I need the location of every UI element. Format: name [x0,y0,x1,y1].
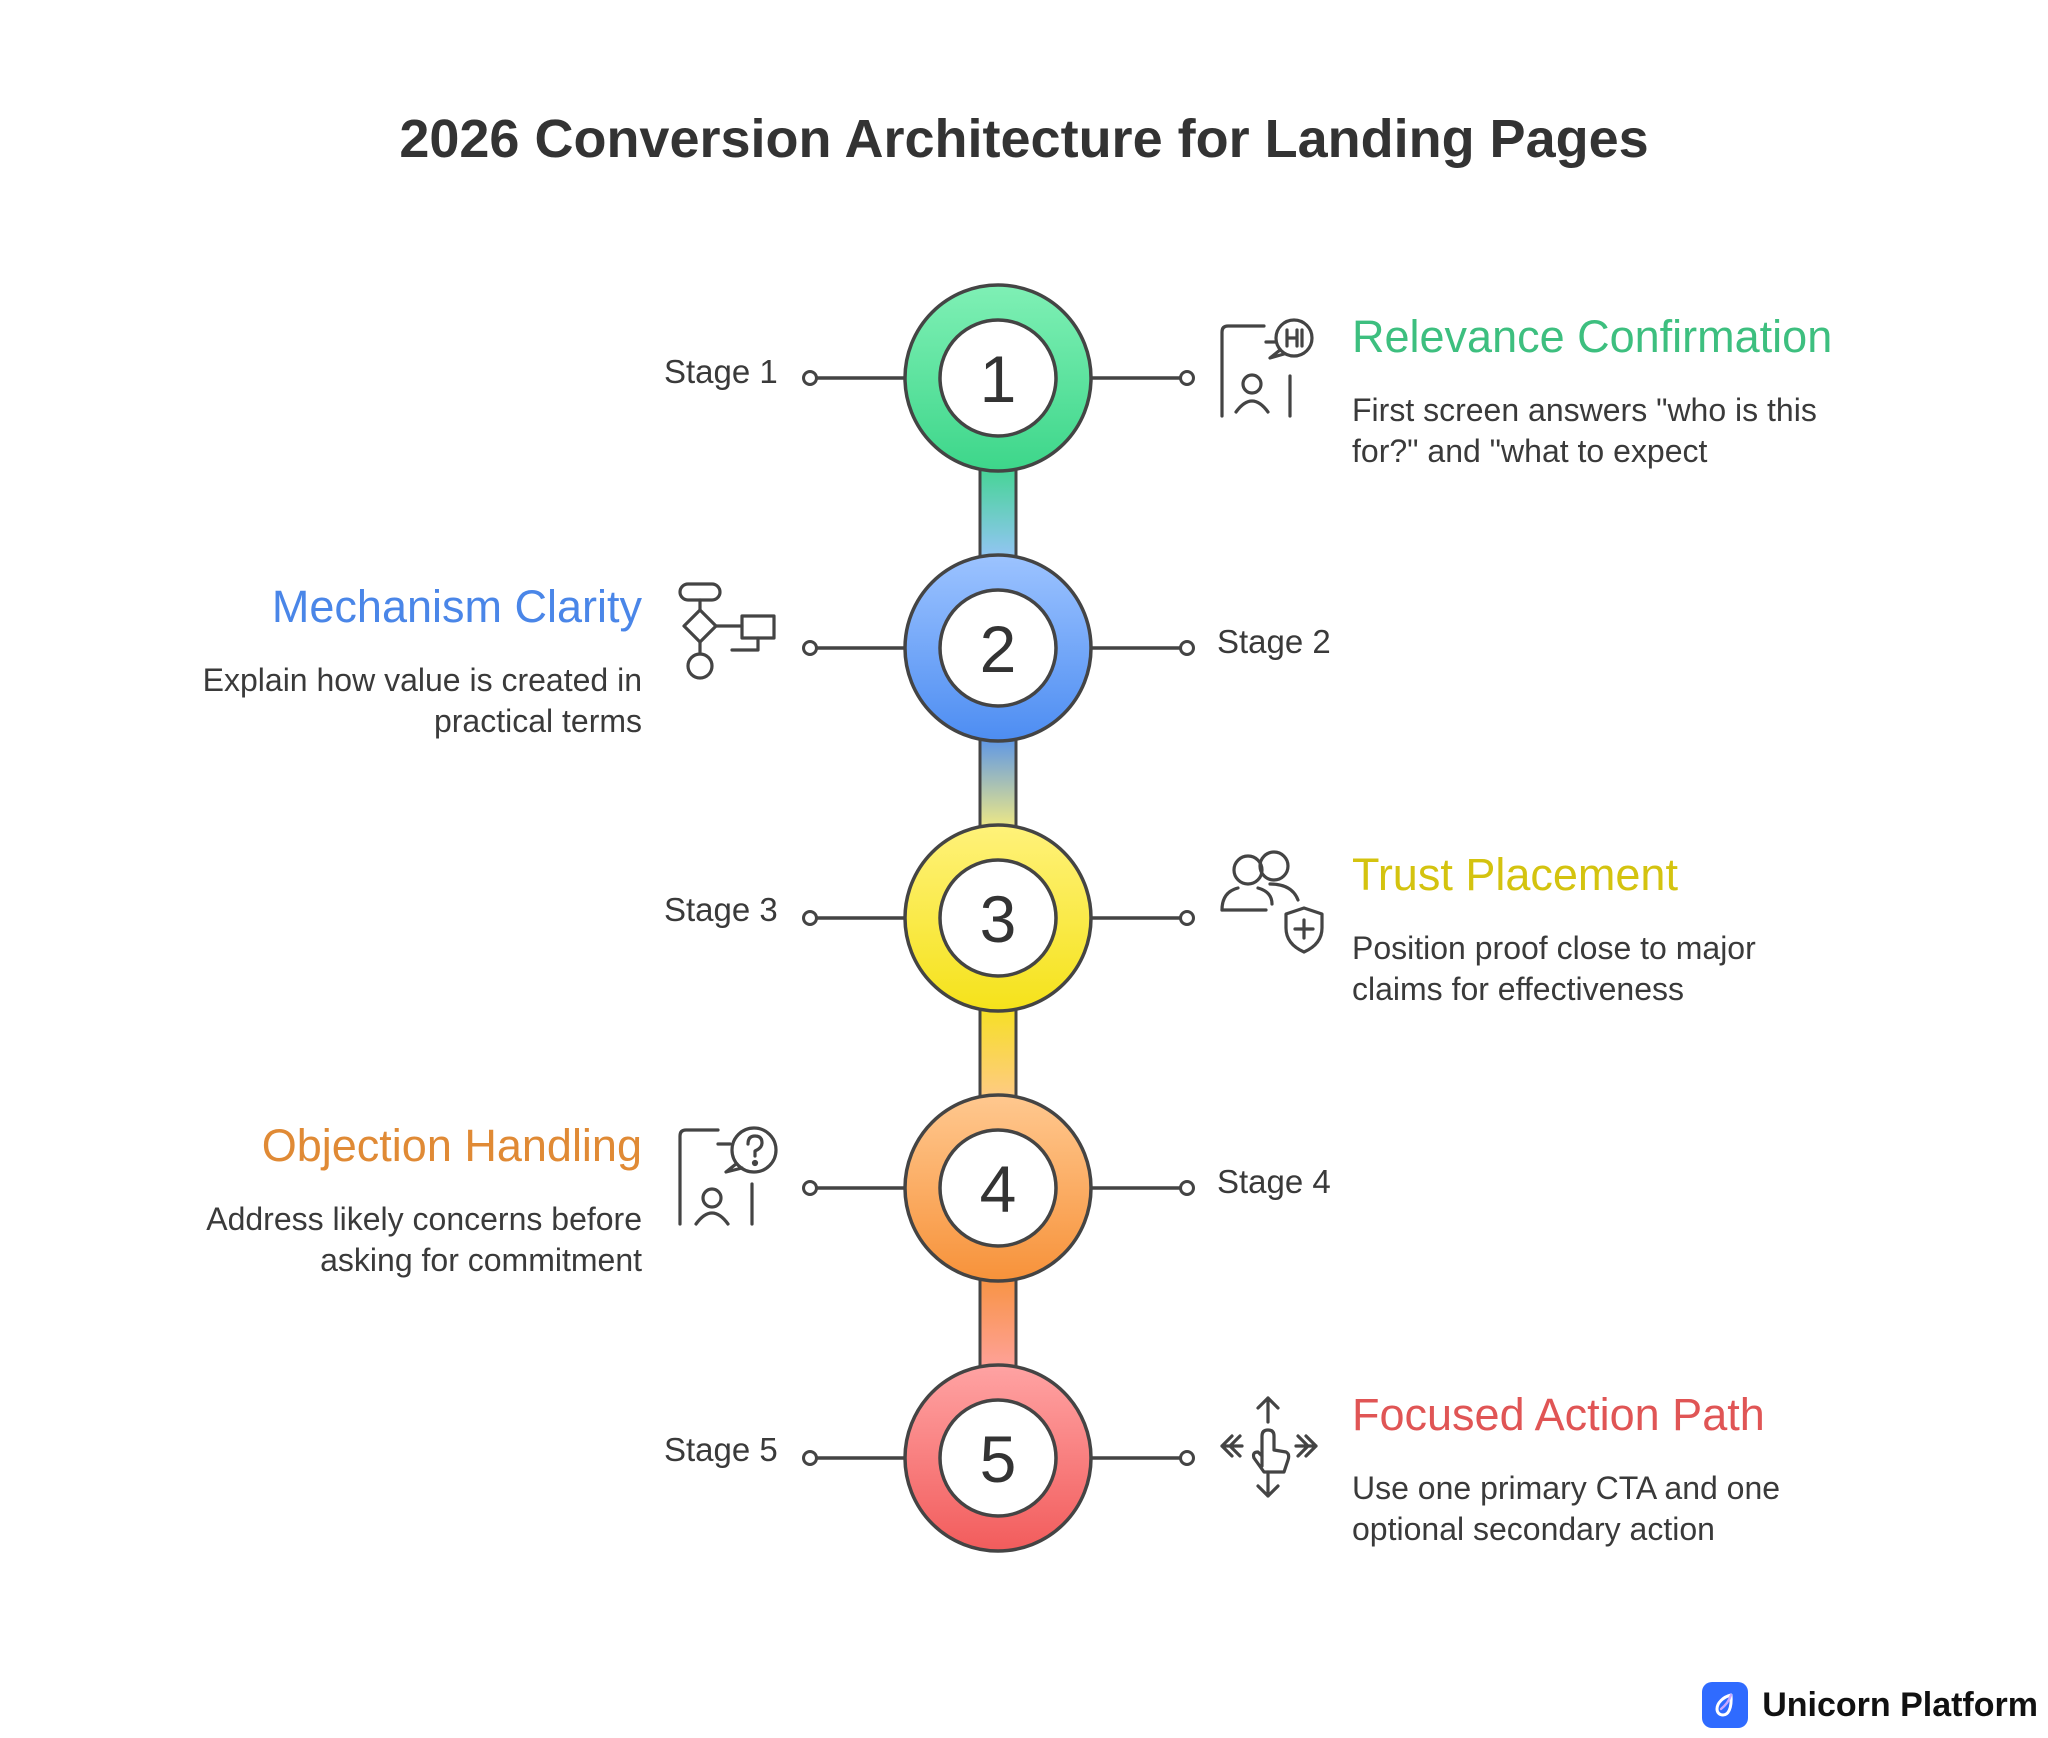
brand-logo[interactable] [1702,1672,2038,1738]
leader-dot-right [1181,372,1194,385]
leader-dot-left [804,1182,817,1195]
leader-dot-right [1181,1452,1194,1465]
description-objection-handling: Address likely concerns before asking for commitment [206,1201,642,1278]
description-trust-placement: Position proof close to major claims for effectiveness [1352,930,1756,1007]
stage-label-3: Stage 3 [664,891,778,928]
stage-label-5: Stage 5 [664,1431,778,1468]
stage-label-2: Stage 2 [1217,623,1331,660]
user-speech-hi-icon [1222,320,1312,416]
description-focused-action-path: Use one primary CTA and one optional secondary action [1352,1470,1781,1547]
connector-segment [980,728,1016,838]
page-title: 2026 Conversion Architecture for Landing Pages [399,109,1649,169]
heading-focused-action-path: Focused Action Path [1352,1389,1765,1440]
connector-segment [980,458,1016,568]
pointer-arrows-icon [1222,1398,1316,1496]
heading-trust-placement: Trust Placement [1352,849,1678,900]
heading-mechanism-clarity: Mechanism Clarity [271,581,642,632]
users-shield-icon [1222,852,1322,952]
leader-dot-left [804,912,817,925]
logo-text: Unicorn Platform [1762,1685,2038,1724]
leader-dot-right [1181,1182,1194,1195]
heading-relevance-confirmation: Relevance Confirmation [1352,311,1833,362]
unicorn-logo-icon [1702,1682,1748,1728]
connector-segment [980,998,1016,1108]
stage-number: 4 [979,1152,1017,1226]
stage-label-1: Stage 1 [664,353,778,390]
leader-dot-left [804,372,817,385]
description-relevance-confirmation: First screen answers "who is this for?" and "what to expect [1352,392,1817,469]
stage-number: 2 [979,612,1017,686]
leader-dot-left [804,642,817,655]
leader-dot-right [1181,912,1194,925]
stage-number: 5 [979,1422,1017,1496]
user-question-icon [680,1128,776,1224]
stage-label-4: Stage 4 [1217,1163,1331,1200]
leader-dot-right [1181,642,1194,655]
leader-dot-left [804,1452,817,1465]
description-mechanism-clarity: Explain how value is created in practical terms [202,662,642,739]
stage-number: 1 [979,342,1017,416]
heading-objection-handling: Objection Handling [261,1120,642,1171]
flowchart-icon [680,584,774,678]
stage-number: 3 [979,882,1017,956]
connector-segment [980,1268,1016,1378]
